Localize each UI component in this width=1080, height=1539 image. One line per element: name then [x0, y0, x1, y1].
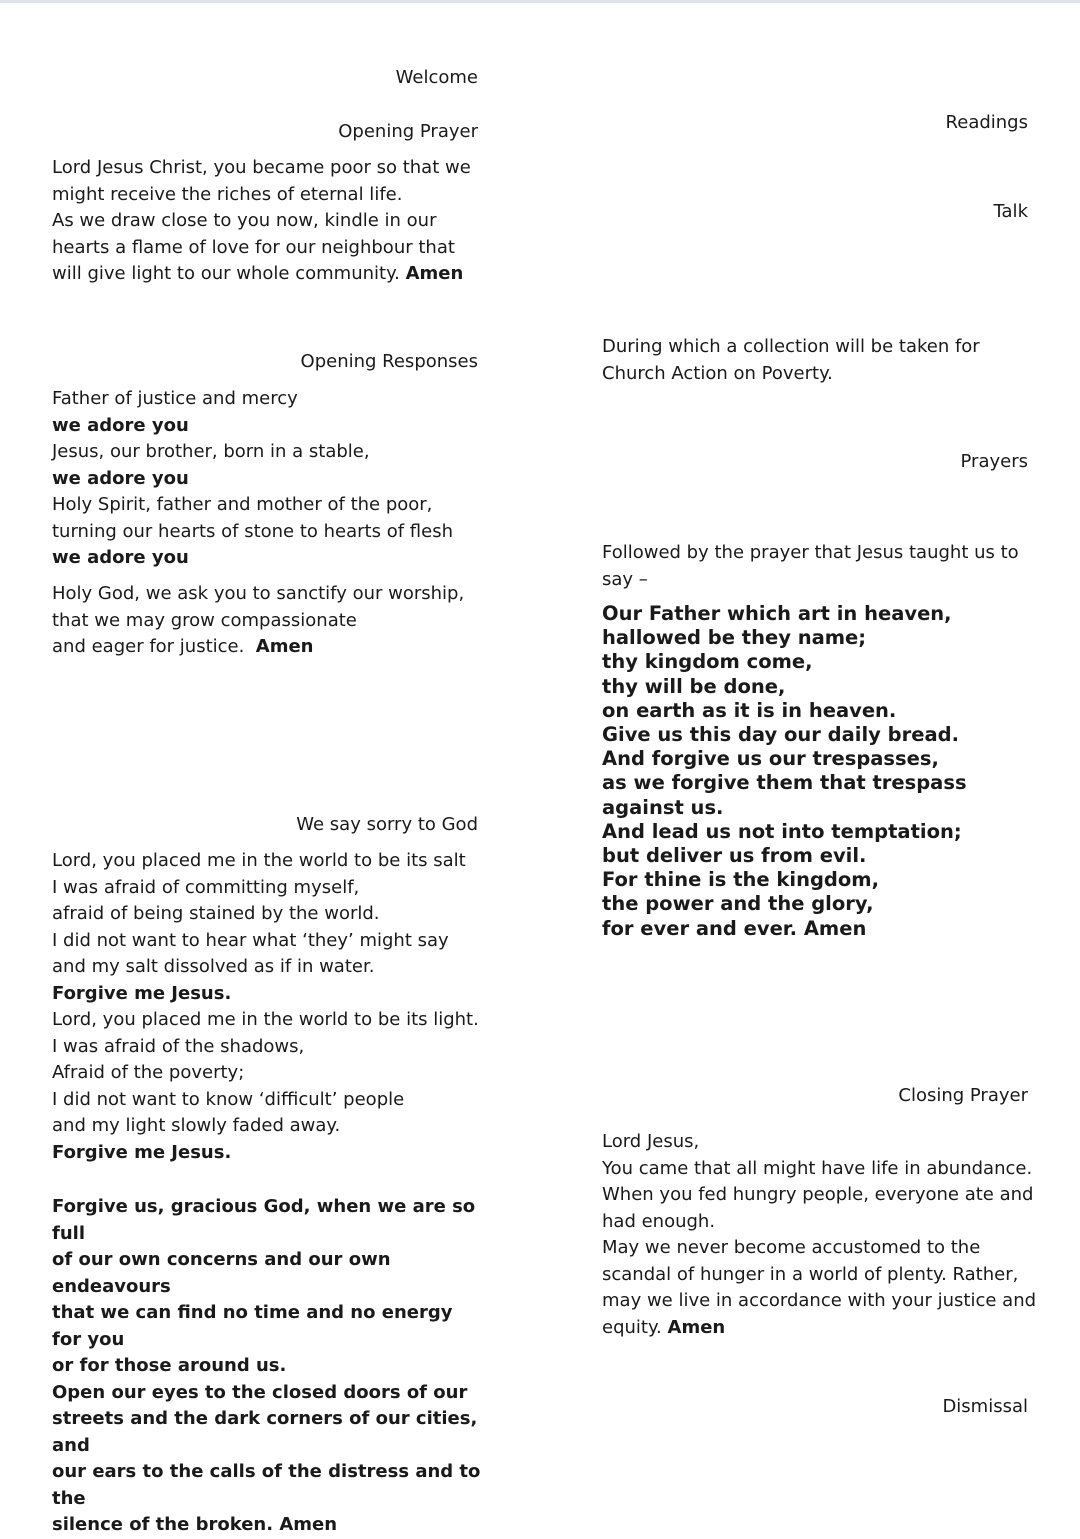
- prayer-line: And forgive us our trespasses,: [602, 747, 939, 771]
- text-line: might receive the riches of eternal life.: [52, 183, 403, 205]
- text-line: As we draw close to you now, kindle in our: [52, 210, 437, 231]
- prayer-line: but deliver us from evil.: [602, 844, 867, 868]
- text-line: [602, 1315, 1042, 1342]
- text-line: say –: [602, 568, 648, 590]
- prayer-line: as we forgive them that trespass: [602, 771, 967, 795]
- text-line: Jesus, our brother, born in a stable,: [52, 441, 370, 462]
- prayer-line: on earth as it is in heaven.: [602, 698, 897, 722]
- response-line: we adore you: [52, 467, 189, 489]
- amen: Amen: [405, 263, 464, 284]
- text-line: Lord, you placed me in the world to be its salt: [52, 850, 466, 871]
- text-line: [52, 634, 482, 661]
- response-line: we adore you: [52, 414, 189, 436]
- prayer-line: thy will be done,: [602, 674, 786, 698]
- heading-readings: Readings: [945, 112, 1028, 133]
- text-line: Afraid of the poverty;: [52, 1062, 245, 1083]
- text-line: Open our eyes to the closed doors of our: [52, 1381, 468, 1403]
- text-line: I did not want to know ‘difficult’ people: [52, 1088, 405, 1110]
- text-line: Holy Spirit, father and mother of the poor,: [52, 494, 433, 515]
- prayer-line: Give us this day our daily bread.: [602, 723, 959, 747]
- heading-prayers: Prayers: [960, 451, 1028, 472]
- text-line: may we live in accordance with your justice and: [602, 1290, 1037, 1311]
- text-line: I did not want to hear what ‘they’ might say: [52, 929, 449, 951]
- text-line: Church Action on Poverty.: [602, 362, 833, 384]
- text-span: and eager for justice.: [52, 636, 245, 657]
- text-line: streets and the dark corners of our cities, and: [52, 1408, 478, 1456]
- lords-prayer: [602, 602, 1042, 941]
- collection-note: [602, 334, 1032, 387]
- sorry-text: [52, 848, 482, 1166]
- text-line: [52, 261, 482, 288]
- text-line: Lord, you placed me in the world to be its light.: [52, 1009, 479, 1030]
- text-line: turning our hearts of stone to hearts of flesh: [52, 520, 453, 542]
- text-line: During which a collection will be taken for: [602, 336, 980, 357]
- prayer-line: For thine is the kingdom,: [602, 868, 879, 892]
- response-line: Forgive me Jesus.: [52, 1141, 232, 1163]
- opening-responses-text: [52, 386, 482, 572]
- response-line: Forgive me Jesus.: [52, 982, 232, 1004]
- lords-prayer-intro: [602, 540, 1032, 593]
- text-line: I was afraid of the shadows,: [52, 1035, 305, 1057]
- closing-prayer-text: [602, 1129, 1042, 1341]
- text-line: Father of justice and mercy: [52, 388, 298, 409]
- prayer-line: And lead us not into temptation;: [602, 819, 962, 843]
- text-line: hearts a flame of love for our neighbour that: [52, 236, 455, 258]
- prayer-line: against us.: [602, 795, 724, 819]
- text-line: Holy God, we ask you to sanctify our worship,: [52, 583, 465, 604]
- text-span: will give light to our whole community.: [52, 263, 400, 284]
- text-line: scandal of hunger in a world of plenty. Rather,: [602, 1263, 1019, 1285]
- text-line: and my light slowly faded away.: [52, 1115, 341, 1136]
- top-border: [0, 0, 1080, 3]
- heading-welcome: Welcome: [395, 67, 478, 88]
- opening-collect-text: [52, 581, 482, 661]
- text-line: May we never become accustomed to the: [602, 1237, 981, 1258]
- prayer-line: thy kingdom come,: [602, 650, 813, 674]
- prayer-line: for ever and ever. Amen: [602, 916, 867, 940]
- prayer-line: Our Father which art in heaven,: [602, 602, 952, 625]
- text-line: silence of the broken. Amen: [52, 1514, 338, 1535]
- text-line: that we may grow compassionate: [52, 609, 357, 631]
- response-line: we adore you: [52, 547, 189, 568]
- text-line: Lord Jesus,: [602, 1131, 700, 1152]
- text-line: our ears to the calls of the distress and to the: [52, 1461, 481, 1509]
- heading-sorry: We say sorry to God: [296, 814, 478, 835]
- prayer-line: the power and the glory,: [602, 892, 874, 916]
- text-line: afraid of being stained by the world.: [52, 903, 380, 924]
- text-span: equity.: [602, 1316, 662, 1338]
- text-line: Forgive us, gracious God, when we are so full: [52, 1196, 476, 1244]
- text-line: that we can find no time and no energy for you: [52, 1302, 453, 1350]
- heading-dismissal: Dismissal: [942, 1396, 1028, 1417]
- text-line: had enough.: [602, 1210, 716, 1232]
- amen: Amen: [667, 1316, 726, 1338]
- text-line: Followed by the prayer that Jesus taught us to: [602, 542, 1019, 563]
- text-line: and my salt dissolved as if in water.: [52, 956, 375, 977]
- text-line: of our own concerns and our own endeavours: [52, 1249, 391, 1297]
- heading-opening-responses: Opening Responses: [300, 351, 478, 372]
- text-line: You came that all might have life in abundance.: [602, 1157, 1033, 1179]
- text-line: When you fed hungry people, everyone ate and: [602, 1184, 1034, 1205]
- heading-closing-prayer: Closing Prayer: [898, 1085, 1028, 1106]
- text-line: I was afraid of committing myself,: [52, 876, 360, 898]
- sorry-response-text: [52, 1194, 482, 1539]
- heading-opening-prayer: Opening Prayer: [338, 121, 478, 142]
- text-line: or for those around us.: [52, 1355, 287, 1376]
- text-line: Lord Jesus Christ, you became poor so that we: [52, 157, 471, 178]
- prayer-line: hallowed be they name;: [602, 626, 867, 650]
- heading-talk: Talk: [993, 201, 1028, 222]
- amen: Amen: [255, 636, 314, 657]
- opening-prayer-text: [52, 155, 482, 288]
